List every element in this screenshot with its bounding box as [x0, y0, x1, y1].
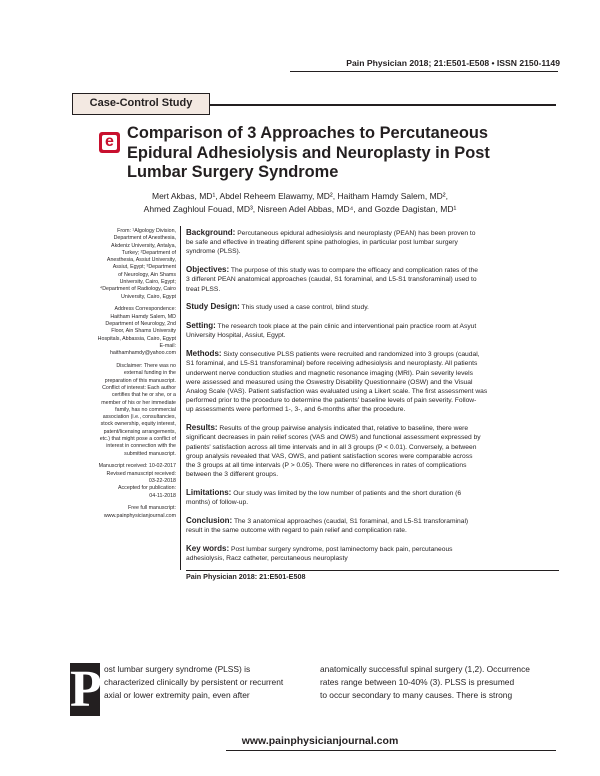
disclaimer-line: stock ownership, equity interest, — [100, 421, 176, 428]
affiliation-line: From: ¹Algology Division, — [117, 228, 176, 234]
journal-header: Pain Physician 2018; 21:E501-E508 • ISSN 2150-1149 — [346, 58, 560, 68]
section-text: syndrome (PLSS). — [186, 248, 241, 256]
section-text: 3 different PEAN anatomical approaches (caudal, S1 foraminal, and L5-S1 transforaminal) used to — [186, 276, 477, 284]
body-column-left — [104, 663, 290, 703]
section-text: The research took place at the pain clinic and interventional pain practice room at Asyut — [217, 323, 477, 331]
disclaimer-line: external funding in the — [123, 370, 176, 377]
section-text: between the 3 different groups. — [186, 471, 279, 479]
date-line: 03-22-2018 — [148, 478, 176, 484]
abstract-setting — [186, 321, 559, 340]
affiliation-line: Akdeniz University, Antalya, — [111, 242, 176, 249]
disclaimer-line: certifies that he or she, or a — [111, 392, 176, 399]
abstract-background — [186, 228, 559, 257]
body-line: rates range between 10-40% (3). PLSS is presumed — [320, 677, 515, 688]
abstract-objectives — [186, 265, 559, 294]
header-rule — [290, 71, 558, 72]
body-line: axial or lower extremity pain, even after — [104, 690, 250, 701]
author-line: Ahmed Zaghloul Fouad, MD³, Nisreen Adel Abbas, MD⁴, and Gozde Dagistan, MD¹ — [143, 204, 457, 214]
title-line: Epidural Adhesiolysis and Neuroplasty in Post — [127, 143, 490, 162]
abstract-key-words — [186, 544, 559, 563]
section-heading: Background: — [186, 228, 236, 237]
sidebar-divider — [180, 226, 181, 570]
title-line: Lumbar Surgery Syndrome — [127, 163, 339, 181]
section-text: Results of the group pairwise analysis indicated that, relative to baseline, there were — [219, 425, 469, 433]
disclaimer-line: etc.) that might pose a conflict of — [99, 436, 176, 443]
body-line: anatomically successful spinal surgery (1,2). Occurrence — [320, 664, 530, 674]
correspondence-line: Haitham Hamdy Salem, MD — [110, 313, 176, 320]
free-manuscript-label: Free full manuscript: — [128, 505, 176, 512]
e-pub-letter: e — [102, 135, 117, 150]
affiliation-line: Assiut, Egypt; ³Department — [112, 264, 176, 271]
dates-block — [54, 463, 176, 499]
disclaimer-line: interest in connection with the — [106, 443, 176, 450]
affiliation-line: University, Cairo, Egypt — [121, 293, 176, 300]
body-line: to occur secondary to many causes. There is strong — [320, 690, 513, 701]
correspondence-line: Hospitals, Abbassia, Cairo, Egypt — [97, 335, 176, 342]
correspondence-line: Floor, Ain Shams University — [111, 328, 176, 335]
body-column-right — [320, 663, 558, 703]
section-text: Analog Scale (VAS). Patient satisfaction was evaluated using a Likert scale. The first assessment was — [186, 388, 488, 396]
disclaimer-block — [54, 363, 176, 458]
abstract-study-design — [186, 302, 559, 312]
body-line: characterized clinically by persistent or recurrent — [104, 677, 284, 688]
date-line: Accepted for publication: — [117, 485, 176, 492]
free-manuscript-block — [54, 505, 176, 520]
abstract-limitations — [186, 488, 559, 507]
section-heading: Study Design: — [186, 302, 240, 312]
author-line: Mert Akbas, MD¹, Abdel Reheem Elawamy, MD², Haitham Hamdy Salem, MD², — [151, 191, 448, 201]
section-text: adhesiolysis, Racz catheter, percutaneous neuroplasty — [186, 555, 348, 563]
free-manuscript-link[interactable]: www.painphysicianjournal.com — [103, 512, 176, 519]
affiliation-line: of Neurology, Ain Shams — [118, 271, 176, 278]
section-heading: Conclusion: — [186, 516, 233, 526]
section-text: Sixty consecutive PLSS patients were recruited and randomized into 3 groups (caudal, — [223, 351, 480, 359]
article-title — [127, 124, 547, 183]
section-heading: Key words: — [186, 544, 230, 554]
footer-url-link[interactable]: www.painphysicianjournal.com — [241, 735, 399, 747]
citation: Pain Physician 2018: 21:E501-E508 — [186, 572, 306, 582]
section-text: up assessments were performed 1-, 3-, and 6-months after the procedure. — [186, 406, 406, 414]
affiliation-line: ⁴Department of Radiology, Cairo — [99, 286, 176, 293]
drop-cap: P — [70, 661, 102, 718]
footer-rule — [226, 750, 556, 751]
section-text: months) of follow-up. — [186, 499, 249, 507]
disclaimer-line: submitted manuscript. — [124, 450, 176, 457]
affiliation-line: Turkey; ²Department of — [121, 249, 176, 256]
email-link[interactable]: haithamhamdy@yahoo.com — [109, 350, 176, 357]
article-type-badge: Case-Control Study — [72, 93, 210, 115]
section-text: result in the same outcome with regard to pain relief and complication rate. — [186, 527, 407, 535]
correspondence-line: Department of Neurology, 2nd — [105, 321, 176, 328]
section-text: treat PLSS. — [186, 285, 221, 293]
date-line: Manuscript received: 10-02-2017 — [98, 463, 176, 470]
section-text: the 3 groups at all time intervals (P > 0.05). There were no differences in rates of complications — [186, 462, 467, 470]
abstract-conclusion — [186, 516, 559, 535]
disclaimer-line: association (i.e., consultancies, — [102, 414, 176, 421]
disclaimer-line: family, has no commercial — [115, 406, 176, 413]
section-text: patients' satisfaction across all time intervals and in all 3 groups (P < 0.01). Conversely, a between — [186, 443, 477, 451]
e-pub-icon — [99, 132, 120, 153]
date-line: Revised manuscript received: — [106, 470, 176, 477]
section-text: Percutaneous epidural adhesiolysis and neuroplasty (PEAN) has been proven to — [237, 230, 476, 237]
section-text: Post lumbar surgery syndrome, post laminectomy back pain, percutaneous — [230, 546, 453, 554]
abstract-bottom-rule — [186, 570, 559, 571]
section-text: The 3 anatomical approaches (caudal, S1 foraminal, and L5-S1 transforaminal) — [233, 518, 469, 526]
author-list — [60, 190, 540, 216]
abstract-methods — [186, 349, 559, 414]
body-line: ost lumbar surgery syndrome (PLSS) is — [104, 664, 251, 674]
disclaimer-line: patent/licensing arrangements, — [103, 428, 176, 435]
abstract-results — [186, 423, 559, 479]
section-text: The purpose of this study was to compare the efficacy and complication rates of the — [230, 267, 478, 275]
disclaimer-line: Disclaimer: There was no — [116, 363, 176, 370]
date-line: 04-11-2018 — [149, 492, 176, 499]
section-text: performed prior to the procedure to determine the patients' baseline levels of pain severity. Follow- — [186, 397, 477, 405]
correspondence-line: Address Correspondence: — [114, 306, 176, 313]
section-text: be safe and effective in treating different spine pathologies, in particular post lumbar surgery — [186, 239, 458, 247]
article-type-rule — [210, 104, 556, 106]
section-text: were assessed and measured using the Oswestry Disability Questionnaire (OSW) and the Visual — [186, 378, 473, 386]
disclaimer-line: member of his or her immediate — [101, 399, 176, 406]
affiliation-line: University, Cairo, Egypt; — [119, 279, 176, 286]
section-heading: Methods: — [186, 349, 222, 359]
sidebar-notes — [54, 228, 176, 525]
section-text: S1 foraminal, and L5-S1 transforaminal) before receiving adhesiolysis and neuroplasty. All patients — [186, 360, 478, 368]
affiliations-block — [54, 228, 176, 301]
section-heading: Limitations: — [186, 488, 232, 498]
section-text: significant decreases in pain relief scores (VAS and OWS) and functional assessment expressed by — [186, 434, 481, 442]
section-text: University Hospital, Assiut, Egypt. — [186, 332, 286, 340]
section-text: group analysis revealed that VAS, OWS, and patient satisfaction scores were comparable across — [186, 452, 473, 460]
section-text: This study used a case control, blind study. — [241, 304, 369, 312]
abstract — [186, 228, 559, 581]
affiliation-line: Anesthesia, Assiut University, — [106, 257, 176, 264]
section-heading: Setting: — [186, 321, 216, 331]
title-line: Comparison of 3 Approaches to Percutaneous — [127, 124, 488, 142]
section-heading: Results: — [186, 423, 218, 433]
section-text: underwent nerve conduction studies and magnetic resonance imaging (MRI). Pain severity levels — [186, 369, 473, 377]
disclaimer-line: preparation of this manuscript. — [104, 377, 176, 384]
section-heading: Objectives: — [186, 265, 230, 275]
correspondence-line: E-mail: — [159, 342, 176, 349]
affiliation-line: Department of Anesthesia, — [113, 235, 176, 242]
correspondence-block — [54, 306, 176, 357]
section-text: Our study was limited by the low number of patients and the short duration (6 — [233, 490, 462, 498]
disclaimer-line: Conflict of interest: Each author — [102, 384, 176, 391]
